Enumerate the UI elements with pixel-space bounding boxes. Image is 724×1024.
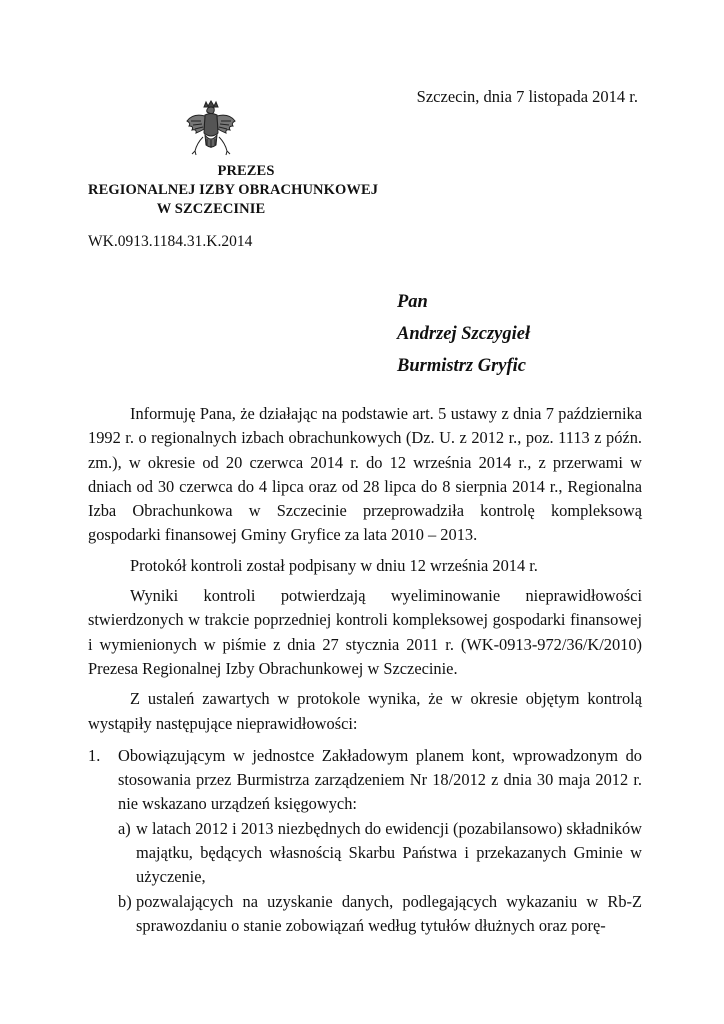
list-item	[88, 744, 642, 817]
issuer-header	[88, 162, 404, 219]
list-item-text: Obowiązującym w jednostce Zakładowym planem kont, wprowadzonym do stosowania przez Burmistrza zarządzeniem Nr 18/2012 z dnia 30 maja 2012 r. nie wskazano urządzeń księgowych:	[118, 745, 642, 814]
sub-item-letter: a)	[118, 818, 131, 838]
sub-item-text: w latach 2012 i 2013 niezbędnych do ewidencji (pozabilansowo) składników majątku, będących własnością Skarbu Państwa i przekazanych Gminie w użyczenie,	[136, 818, 642, 887]
polish-eagle-emblem-icon	[183, 99, 239, 159]
list-item-number: 1.	[88, 745, 101, 765]
addressee-title: Burmistrz Gryfic	[397, 356, 527, 376]
issuer-line-3: W SZCZECINIE	[156, 201, 266, 217]
issuer-line-2: REGIONALNEJ IZBY OBRACHUNKOWEJ	[88, 182, 379, 198]
addressee-block	[397, 286, 530, 382]
addressee-name: Andrzej Szczygieł	[397, 324, 531, 344]
paragraph-1: Informuję Pana, że działając na podstawie art. 5 ustawy z dnia 7 października 1992 r. o regionalnych izbach obrachunkowych (Dz. U. z 2012 r., poz. 1113 z późn. zm.), w okresie od 20 czerwca 2014 r. do 12 września 2014 r., z przerwami w dniach od 30 czerwca do 4 lipca oraz od 28 lipca do 8 sierpnia 2014 r., Regionalna Izba Obrachunkowa w Szczecinie przeprowadziła kontrolę kompleksową gospodarki finansowej Gminy Gryfice za lata 2010 – 2013.	[88, 404, 642, 545]
date-line: Szczecin, dnia 7 listopada 2014 r.	[416, 87, 638, 106]
letter-body	[88, 402, 642, 938]
sub-item-b	[118, 890, 642, 939]
sub-item-text: pozwalających na uzyskanie danych, podlegających wykazaniu w Rb-Z sprawozdaniu o stanie zobowiązań według tytułów dłużnych oraz porę-	[136, 891, 642, 935]
paragraph-3: Wyniki kontroli potwierdzają wyeliminowanie nieprawidłowości stwierdzonych w trakcie poprzedniej kontroli kompleksowej gospodarki finansowej i wymienionych w piśmie z dnia 27 stycznia 2011 r. (WK-0913-972/36/K/2010) Prezesa Regionalnej Izby Obrachunkowej w Szczecinie.	[88, 586, 642, 678]
sub-item-letter: b)	[118, 891, 132, 911]
paragraph-2: Protokół kontroli został podpisany w dniu 12 września 2014 r.	[130, 555, 538, 575]
addressee-salutation: Pan	[397, 292, 428, 312]
sub-item-a	[118, 817, 642, 890]
paragraph-4: Z ustaleń zawartych w protokole wynika, że w okresie objętym kontrolą wystąpiły następujące nieprawidłowości:	[88, 689, 642, 733]
findings-list	[88, 744, 642, 938]
reference-number: WK.0913.1184.31.K.2014	[88, 233, 253, 250]
issuer-line-1: PREZES	[217, 163, 275, 179]
